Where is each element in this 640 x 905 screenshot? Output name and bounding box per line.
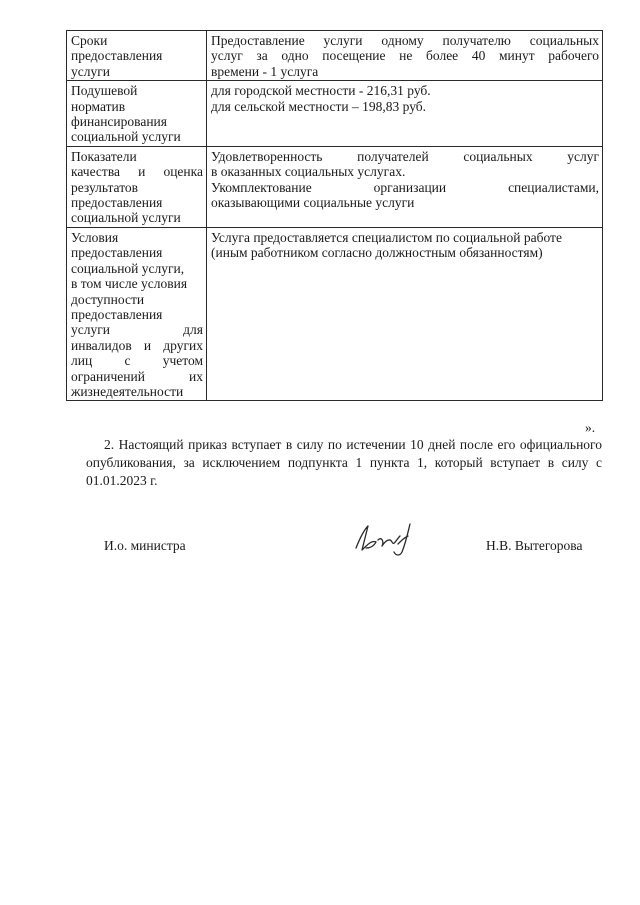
value-line: Удовлетворенность получателей социальных услуг <box>211 148 599 164</box>
label-line: качества и оценка <box>71 164 203 180</box>
signatory-role: И.о. министра <box>104 538 186 553</box>
value-line: Услуга предоставляется специалистом по социальной работе <box>211 229 562 245</box>
value-line: оказывающими социальные услуги <box>211 195 415 211</box>
value-line: в оказанных социальных услугах. <box>211 164 406 180</box>
value-line: для сельской местности – 198,83 руб. <box>211 98 427 114</box>
label-line: Сроки <box>71 33 108 48</box>
row-value <box>207 31 603 81</box>
table-row-terms <box>67 31 603 81</box>
label-line: финансирования <box>71 114 167 130</box>
row-value <box>207 81 603 147</box>
value-line: (иным работником согласно должностным обязанностям) <box>211 245 543 261</box>
row-value <box>207 146 603 227</box>
label-line: Условия <box>71 229 119 245</box>
table-row-conditions <box>67 227 603 400</box>
label-line: результатов <box>71 179 139 195</box>
value-line: услуг за одно посещение не более 40 минут рабочего <box>211 48 599 64</box>
label-line: социальной услуги <box>71 129 181 145</box>
label-line: предоставления <box>71 306 163 322</box>
paragraph-2 <box>86 436 602 490</box>
signatory-name: Н.В. Вытегорова <box>486 538 583 553</box>
table-row-quality <box>67 146 603 227</box>
label-line: Показатели <box>71 148 137 164</box>
value-line: Укомплектование организации специалистами, <box>211 179 599 195</box>
value-line: Предоставление услуги одному получателю социальных <box>211 33 599 48</box>
label-line: услуги для <box>71 322 203 338</box>
label-line: в том числе условия <box>71 276 188 292</box>
closing-quote: ». <box>585 420 596 435</box>
label-line: ограничений их <box>71 368 203 384</box>
table-row-financing <box>67 81 603 147</box>
row-label <box>67 81 207 147</box>
row-label <box>67 146 207 227</box>
label-line: лиц с учетом <box>71 353 203 369</box>
handwritten-signature <box>352 518 422 558</box>
row-label <box>67 31 207 81</box>
label-line: социальной услуги, <box>71 260 185 276</box>
row-label <box>67 227 207 400</box>
paragraph-text: 2. Настоящий приказ вступает в силу по истечении 10 дней после его официального опубликования, за исключением подпункта 1 пункта 1, который вступает в силу с 01.01.2023 г. <box>86 437 602 488</box>
label-line: жизнедеятельности <box>71 383 184 399</box>
label-line: социальной услуги <box>71 210 181 226</box>
label-line: норматив <box>71 98 126 114</box>
value-line: времени - 1 услуга <box>211 63 319 79</box>
label-line: доступности <box>71 291 145 307</box>
row-value <box>207 227 603 400</box>
value-line: для городской местности - 216,31 руб. <box>211 83 431 99</box>
label-line: предоставления <box>71 48 163 64</box>
label-line: предоставления <box>71 245 163 261</box>
label-line: предоставления <box>71 195 163 211</box>
label-line: услуги <box>71 63 110 79</box>
label-line: инвалидов и других <box>71 337 203 353</box>
service-table <box>66 30 603 401</box>
label-line: Подушевой <box>71 83 138 99</box>
